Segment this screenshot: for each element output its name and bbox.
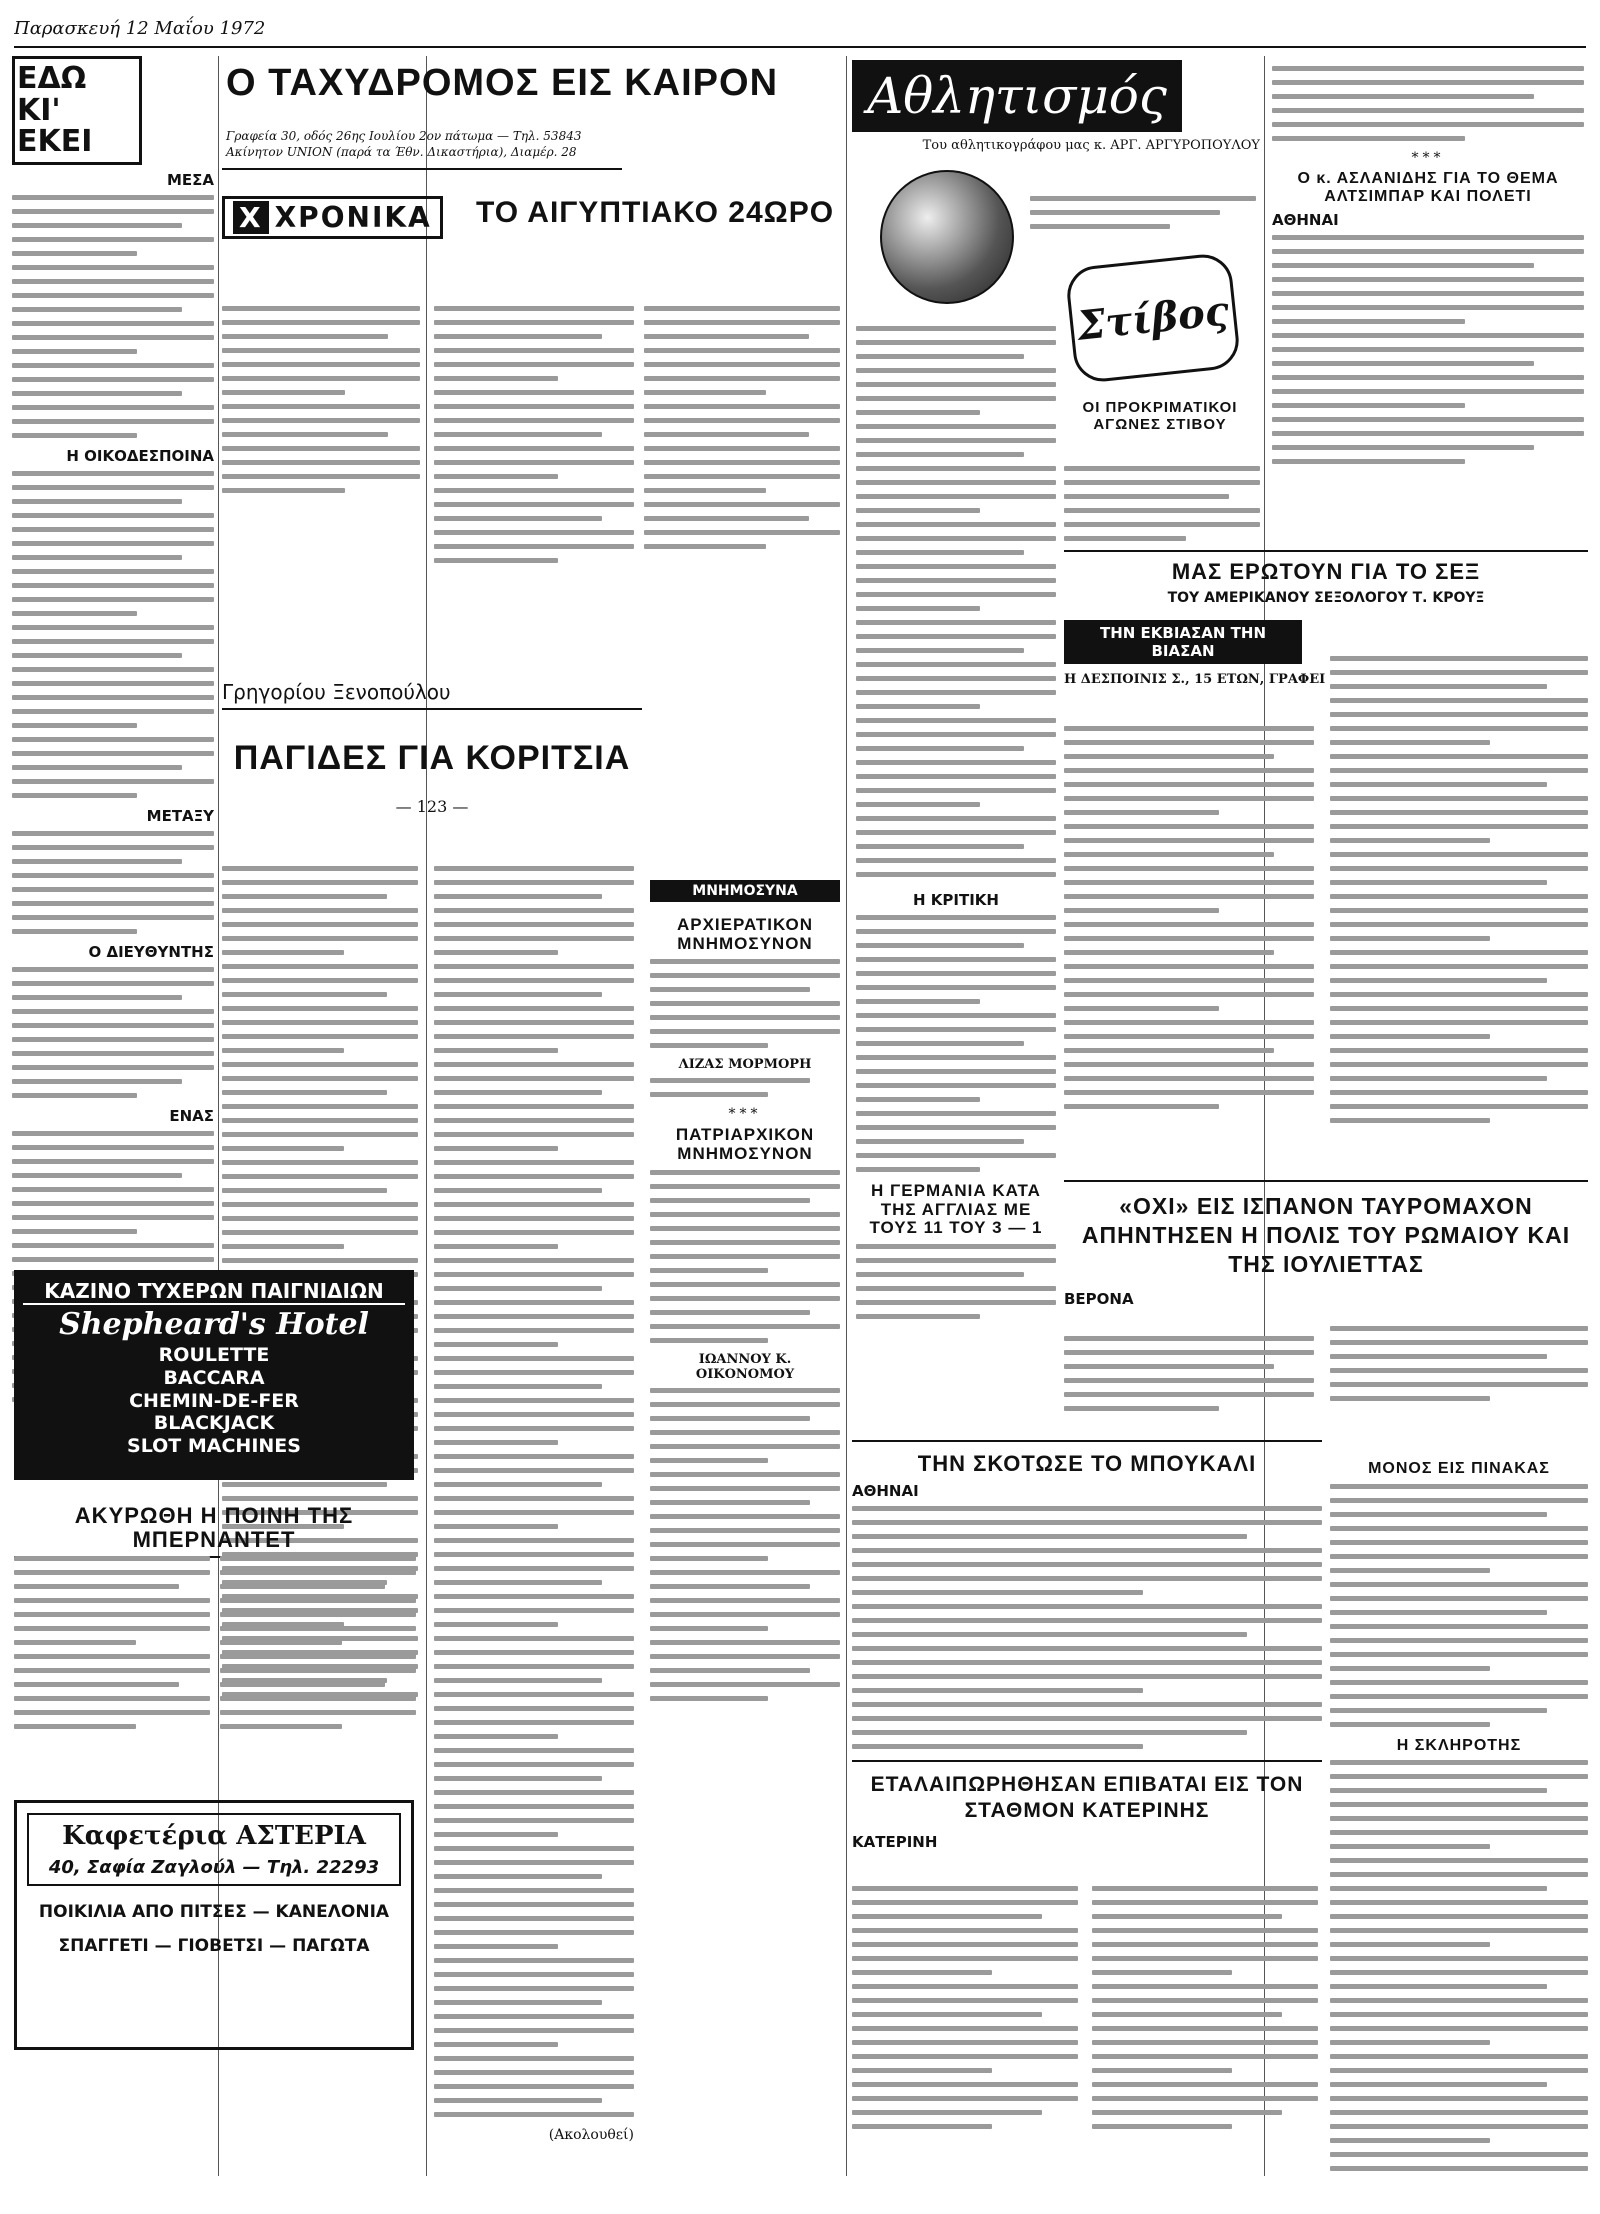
- cafe-ad: [14, 1800, 414, 2050]
- egypt-headline: ΤΟ ΑΙΓΥΠΤΙΑΚΟ 24ΩΡΟ: [475, 196, 835, 229]
- casino-game-item: BLACKJACK: [153, 1412, 275, 1435]
- skliprotis-headline: Η ΣΚΛΗΡΟΤΗΣ: [1396, 1736, 1522, 1754]
- paragraph-label: Η ΟΙΚΟΔΕΣΠΟΙΝΑ: [66, 446, 214, 465]
- sports-column-a: [856, 320, 1056, 1380]
- aslanidis-headline: Ο κ. ΑΣΛΑΝΙΔΗΣ ΓΙΑ ΤΟ ΘΕΜΑ ΑΛΤΣΙΜΠΑΡ ΚΑΙ ΠΟΛΕΤΙ: [1297, 170, 1559, 205]
- sports-section: [852, 60, 1260, 153]
- chronika-text: ΧΡΟΝΙΚΑ: [274, 201, 432, 234]
- family-name: ΛΙΖΑΣ ΜΟΡΜΟΡΗ: [678, 1057, 812, 1073]
- novel-title: ΠΑΓΙΔΕΣ ΓΙΑ ΚΟΡΙΤΣΙΑ: [233, 739, 631, 777]
- x-mark-icon: X: [233, 201, 269, 234]
- casino-game-item: ROULETTE: [158, 1344, 270, 1366]
- sex-box-title: ΤΗΝ ΕΚΒΙΑΣΑΝ ΤΗΝ ΒΙΑΣΑΝ: [1064, 620, 1302, 664]
- sex-headline: ΜΑΣ ΕΡΩΤΟΥΝ ΓΙΑ ΤΟ ΣΕΞ: [1064, 550, 1588, 584]
- egypt-section: [470, 196, 840, 229]
- mnimosyno-heading: ΑΡΧΙΕΡΑΤΙΚΟΝ ΜΝΗΜΟΣΥΝΟΝ: [676, 915, 814, 953]
- masthead-title: Ο ΤΑΧΥΔΡΟΜΟΣ ΕΙΣ ΚΑΙΡΟΝ: [226, 62, 779, 104]
- novel-installment: — 123 —: [395, 797, 469, 817]
- address-line: Γραφεία 30, οδός 26ης Ιουλίου 2ον πάτωμα — Τηλ. 53843: [226, 129, 582, 143]
- football-image: [880, 170, 1014, 304]
- stivos-logo-text: Στίβος: [1064, 252, 1241, 385]
- text-block: [12, 967, 214, 1098]
- bernadette-col-b: [220, 1550, 416, 1780]
- katerini-headline: ΕΤΑΛΑΙΠΩΡΗΘΗΣΑΝ ΕΠΙΒΑΤΑΙ ΕΙΣ ΤΟΝ ΣΤΑΘΜΟΝ ΚΑΤΕΡΙΝΗΣ: [870, 1773, 1304, 1823]
- sex-lead: Η ΔΕΣΠΟΙΝΙΣ Σ., 15 ΕΤΩΝ, ΓΡΑΦΕΙ: [1064, 672, 1326, 688]
- bullfight-section: [1064, 1180, 1588, 1310]
- bullfight-col-a: [1064, 1330, 1314, 1440]
- cafe-address: 40, Σαφία Ζαγλούλ — Τηλ. 22293: [48, 1857, 380, 1878]
- chronika-label: [222, 196, 443, 239]
- separator-stars: ***: [1411, 150, 1445, 166]
- sports-head: Αθλητισμός: [852, 60, 1182, 132]
- chronika-header: [222, 196, 443, 239]
- sports-intro-text: [1030, 190, 1256, 250]
- monos-section: [1330, 1460, 1588, 2180]
- cafe-line: ΣΠΑΓΓΕΤΙ — ΓΙΟΒΕΤΣΙ — ΠΑΓΩΤΑ: [58, 1936, 370, 1956]
- bullfight-headline: «ΟΧΙ» ΕΙΣ ΙΣΠΑΝΟΝ ΤΑΥΡΟΜΑΧΟΝ ΑΠΗΝΤΗΣΕΝ Η ΠΟΛΙΣ ΤΟΥ ΡΩΜΑΙΟΥ ΚΑΙ ΤΗΣ ΙΟΥΛΙΕΤΤΑΣ: [1081, 1193, 1571, 1277]
- sex-col-b: [1330, 650, 1588, 1160]
- novel-column-b: [434, 860, 634, 2180]
- casino-games-list: [23, 1344, 405, 1458]
- dateline-place: ΑΘΗΝΑΙ: [1272, 211, 1339, 230]
- mpoukali-section: [852, 1440, 1322, 1758]
- monos-headline: ΜΟΝΟΣ ΕΙΣ ΠΙΝΑΚΑΣ: [1368, 1460, 1550, 1477]
- text-block: [12, 471, 214, 798]
- katerini-col-a: [852, 1880, 1078, 2170]
- casino-ad-top: ΚΑΖΙΝΟ ΤΥΧΕΡΩΝ ΠΑΙΓΝΙΔΙΩΝ: [23, 1279, 405, 1305]
- col6-top: [1272, 60, 1584, 540]
- section-box-title: ΕΔΩ ΚΙ' ΕΚΕΙ: [12, 56, 142, 165]
- sex-col-a: [1064, 720, 1314, 1160]
- egypt-column-a: [434, 300, 634, 720]
- dateline-place: ΒΕΡΟΝΑ: [1064, 1290, 1134, 1309]
- kritiki-heading: Η ΚΡΙΤΙΚΗ: [913, 891, 999, 909]
- text-block: [12, 831, 214, 934]
- mnimosyna-label: ΜΝΗΜΟΣΥΝΑ: [650, 880, 840, 902]
- paragraph-label: Ο ΔΙΕΥΘΥΝΤΗΣ: [88, 942, 214, 961]
- novel-continued: (Ακολουθεί): [548, 2127, 634, 2143]
- dateline-place: ΚΑΤΕΡΙΝΗ: [852, 1832, 938, 1851]
- pregames-headline: ΟΙ ΠΡΟΚΡΙΜΑΤΙΚΟΙ ΑΓΩΝΕΣ ΣΤΙΒΟΥ: [1082, 399, 1238, 433]
- dateline-text: Παρασκευή 12 Μαΐου 1972: [14, 17, 266, 39]
- katerini-section: [852, 1760, 1322, 1853]
- address-line: Ακίνητον UNION (παρά τα Έθν. Δικαστήρια), Διαμέρ. 28: [226, 145, 577, 160]
- paragraph-label: ΕΝΑΣ: [169, 1106, 214, 1125]
- separator-stars: ***: [728, 1106, 762, 1123]
- paragraph-label: ΜΕΣΑ: [166, 170, 214, 189]
- casino-game-item: CHEMIN-DE-FER: [129, 1389, 299, 1412]
- bernadette-col-a: [14, 1550, 210, 1780]
- novel-section: [222, 680, 642, 822]
- novel-author: Γρηγορίου Ξενοπούλου: [222, 680, 642, 710]
- masthead-address: [226, 128, 581, 160]
- cafe-name: Καφετέρια ΑΣΤΕΡΙΑ: [62, 1821, 366, 1851]
- egypt-column-b: [644, 300, 840, 720]
- germany-headline: Η ΓΕΡΜΑΝΙΑ ΚΑΤΑ ΤΗΣ ΑΓΓΛΙΑΣ ΜΕ ΤΟΥΣ 11 ΤΟΥ 3 — 1: [869, 1181, 1043, 1238]
- mnimosyno-heading: ΠΑΤΡΙΑΡΧΙΚΟΝ ΜΝΗΜΟΣΥΝΟΝ: [675, 1125, 815, 1164]
- sex-subhead: ΤΟΥ ΑΜΕΡΙΚΑΝΟΥ ΣΕΞΟΛΟΓΟΥ Τ. ΚΡΟΥΞ: [1167, 590, 1485, 607]
- bullfight-col-b: [1330, 1320, 1588, 1450]
- casino-game-item: SLOT MACHINES: [127, 1435, 301, 1458]
- bernadette-headline: ΑΚΥΡΩΘΗ Η ΠΟΙΝΗ ΤΗΣ ΜΠΕΡΝΑΝΤΕΤ: [74, 1503, 354, 1553]
- katerini-col-b: [1092, 1880, 1318, 2170]
- casino-hotel-name: Shepheard's Hotel: [59, 1307, 369, 1342]
- deceased-name: ΙΩΑΝΝΟΥ Κ. ΟΙΚΟΝΟΜΟΥ: [695, 1351, 795, 1382]
- mnimosyna-section: [650, 880, 840, 2180]
- stivos-logo: [1070, 260, 1236, 376]
- column-rule: [426, 56, 427, 2176]
- page-dateline: [14, 10, 1586, 48]
- masthead: [222, 58, 779, 170]
- dateline-place: ΑΘΗΝΑΙ: [852, 1482, 919, 1501]
- text-block: [222, 306, 420, 493]
- cafe-line: ΠΟΙΚΙΛΙΑ ΑΠΟ ΠΙΤΣΕΣ — ΚΑΝΕΛΟΝΙΑ: [38, 1902, 390, 1922]
- mpoukali-headline: ΤΗΝ ΣΚΟΤΩΣΕ ΤΟ ΜΠΟΥΚΑΛΙ: [917, 1451, 1257, 1476]
- casino-ad: [14, 1270, 414, 1480]
- sports-byline: Του αθλητικογράφου μας κ. ΑΡΓ. ΑΡΓΥΡΟΠΟΥΛΟΥ: [922, 138, 1260, 153]
- column-rule: [846, 56, 847, 2176]
- casino-game-item: BACCARA: [163, 1366, 265, 1389]
- paragraph-label: ΜΕΤΑΞΥ: [146, 806, 214, 825]
- text-block: [12, 195, 214, 438]
